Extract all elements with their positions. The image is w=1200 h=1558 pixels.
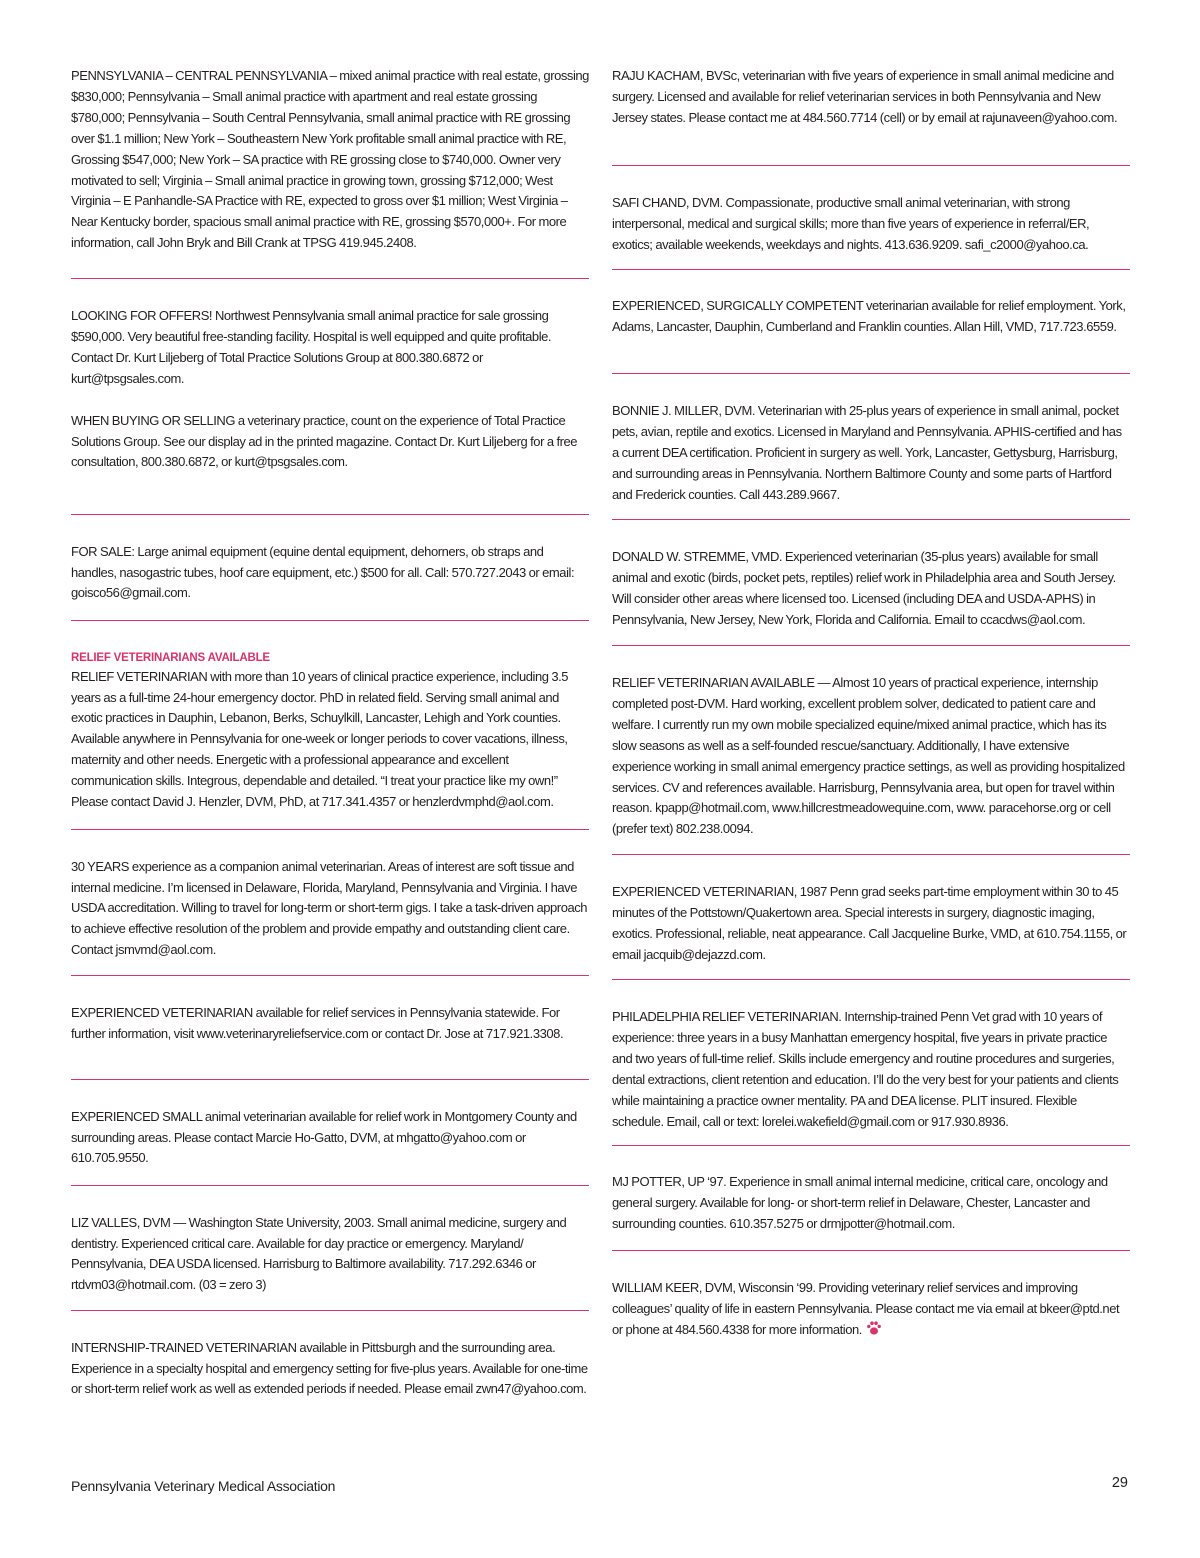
ad-text: RELIEF VETERINARIAN AVAILABLE — Almost 10 years of practical experience, internship completed post-DVM. Hard working, excellent problem solver, dedicated to patient care and welfare. I currently run my own mobile specialized equine/mixed animal practice, which has its slow seasons as well as a self-founded rescue/sanctuary. Additionally, I have extensive experience working in small animal emergency practice settings, as well as providing hospitalized services. CV and references available. Harrisburg, Pennsylvania area, but open for travel within reason. kpapp@hotmail.com, www.hillcrestmeadowequine.com, www. paracehorse.org or cell (prefer text) 802.238.0094. [612, 675, 1125, 837]
classified-ad [612, 646, 1130, 854]
right-column [612, 66, 1130, 1341]
classified-ad [71, 1080, 589, 1185]
ad-text: EXPERIENCED VETERINARIAN available for relief services in Pennsylvania statewide. For further information, visit www.veterinaryreliefservice.com or contact Dr. Jose at 717.921.3308. [71, 1004, 564, 1041]
classified-ad [612, 980, 1130, 1145]
ad-text: EXPERIENCED SMALL animal veterinarian available for relief work in Montgomery County and surrounding areas. Please contact Marcie Ho-Gatto, DVM, at mhgatto@yahoo.com or 610.705.9550. [71, 1108, 577, 1166]
ad-text: EXPERIENCED, SURGICALLY COMPETENT veterinarian available for relief employment. York, Adams, Lancaster, Dauphin, Cumberland and Franklin counties. Allan Hill, VMD, 717.723.6559. [612, 298, 1126, 334]
classified-ad [612, 166, 1130, 269]
page-number: 29 [1111, 1475, 1128, 1491]
ad-text: LIZ VALLES, DVM — Washington State University, 2003. Small animal medicine, surgery and dentistry. Experienced critical care. Available for day practice or emergency. Maryland/ Pennsylvania, DEA USDA licensed. Harrisburg to Baltimore availability. 717.292.6346 or rtdvm03@hotmail.com. (03 = zero 3) [71, 1214, 567, 1293]
ad-text: DONALD W. STREMME, VMD. Experienced veterinarian (35-plus years) available for small animal and exotic (birds, pocket pets, reptiles) relief work in Philadelphia area and South Jersey. Will consider other areas where licensed too. Licensed (including DEA and USDA-APHS) in Pennsylvania, New Jersey, New York, Florida and California. Email to ccacdws@aol.com. [612, 549, 1116, 627]
ad-text: WILLIAM KEER, DVM, Wisconsin ‘99. Providing veterinary relief services and improving colleagues’ quality of life in eastern Pennsylvania. Please contact me via email at bkeer@ptd.net or phone at 484.560.4338 for more information. [612, 1280, 1120, 1337]
classified-ad [71, 66, 589, 278]
ad-text: INTERNSHIP-TRAINED VETERINARIAN available in Pittsburgh and the surrounding area. Experience in a specialty hospital and emergency setting for five-plus years. Available for one-time or short-term relief work as well as extended periods if needed. Please email zwn47@yahoo.com. [71, 1339, 588, 1397]
ad-text: PHILADELPHIA RELIEF VETERINARIAN. Internship-trained Penn Vet grad with 10 years of experience: three years in a busy Manhattan emergency hospital, five years in private practice and two years of full-time relief. Skills include emergency and routine procedures and surgeries, dental extractions, client retention and education. I’ll do the very best for your patients and clients while maintaining a practice owner mentality. PA and DEA license. PLIT insured. Flexible schedule. Email, call or text: lorelei.wakefield@gmail.com or 917.930.8936. [612, 1009, 1119, 1129]
classified-ad [71, 279, 589, 390]
ad-text: SAFI CHAND, DVM. Compassionate, productive small animal veterinarian, with strong interpersonal, medical and surgical skills; more than five years of experience in referral/ER, exotics; available weekends, weekdays and nights. 413.636.9209. safi_c2000@yahoo.ca. [612, 195, 1090, 252]
classified-ad [71, 1186, 589, 1310]
classified-ad [71, 1311, 589, 1401]
ad-text: 30 YEARS experience as a companion animal veterinarian. Areas of interest are soft tissue and internal medicine. I’m licensed in Delaware, Florida, Maryland, Pennsylvania and Virginia. I have USDA accreditation. Willing to travel for long-term or short-term gigs. I take a task-driven approach to achieve effective resolution of the problem and provide empathy and outstanding client care. Contact jsmvmd@aol.com. [71, 858, 588, 958]
classified-ad [71, 621, 589, 829]
classified-ad [612, 520, 1130, 645]
classified-ad [71, 390, 589, 514]
ad-text: RAJU KACHAM, BVSc, veterinarian with five years of experience in small animal medicine and surgery. Licensed and available for relief veterinarian services in both Pennsylvania and New Jersey states. Please contact me at 484.560.7714 (cell) or by email at rajunaveen@yahoo.com. [612, 68, 1118, 125]
ad-text-with-endmark [612, 1278, 1130, 1341]
ad-text: BONNIE J. MILLER, DVM. Veterinarian with 25-plus years of experience in small animal, pocket pets, avian, reptile and exotics. Licensed in Maryland and Pennsylvania. APHIS-certified and has a current DEA certification. Proficient in surgery as well. York, Lancaster, Gettysburg, Harrisburg, and surrounding areas in Pennsylvania. Northern Baltimore County and some parts of Hartford and Frederick counties. Call 443.289.9667. [612, 403, 1122, 502]
classified-ad [612, 1146, 1130, 1250]
classified-ad [612, 374, 1130, 519]
section-heading: RELIEF VETERINARIANS AVAILABLE [71, 651, 270, 664]
ad-text: FOR SALE: Large animal equipment (equine dental equipment, dehorners, ob straps and handles, nasogastric tubes, hoof care equipment, etc.) $500 for all. Call: 570.727.2043 or email: goisco56@gmail.com. [71, 543, 575, 601]
ad-text: EXPERIENCED VETERINARIAN, 1987 Penn grad seeks part-time employment within 30 to 45 minutes of the Pottstown/Quakertown area. Special interests in surgery, diagnostic imaging, exotics. Professional, reliable, neat appearance. Call Jacqueline Burke, VMD, at 610.754.1155, or email jacquib@dejazzd.com. [612, 884, 1127, 962]
ad-text: MJ POTTER, UP ‘97. Experience in small animal internal medicine, critical care, oncology and general surgery. Available for long- or short-term relief in Delaware, Chester, Lancaster and surrounding counties. 610.357.5275 or drmjpotter@hotmail.com. [612, 1174, 1108, 1231]
classified-ad [71, 830, 589, 975]
classified-ad [71, 976, 589, 1079]
ad-text: RELIEF VETERINARIAN with more than 10 years of clinical practice experience, including 3.5 years as a full-time 24-hour emergency doctor. PhD in related field. Serving small animal and exotic practices in Dauphin, Lebanon, Berks, Schuylkill, Lancaster, Lehigh and York counties. Available anywhere in Pennsylvania for one-week or longer periods to cover vacations, illness, maternity and other needs. Energetic with a professional appearance and excellent communication skills. Integrous, dependable and detailed. “I treat your practice like my own!” Please contact David J. Henzler, DVM, PhD, at 717.341.4357 or henzlerdvmphd@aol.com. [71, 668, 569, 810]
classified-ad [612, 66, 1130, 165]
ad-text: WHEN BUYING OR SELLING a veterinary practice, count on the experience of Total Practice Solutions Group. See our display ad in the printed magazine. Contact Dr. Kurt Liljeberg for a free consultation, 800.380.6872, or kurt@tpsgsales.com. [71, 412, 578, 470]
classified-ad [612, 270, 1130, 373]
publication-name: Pennsylvania Veterinary Medical Association [71, 1478, 336, 1494]
left-column [71, 66, 589, 1400]
ad-text: PENNSYLVANIA – CENTRAL PENNSYLVANIA – mixed animal practice with real estate, grossing $830,000; Pennsylvania – Small animal practice with apartment and real estate grossing $780,000; Pennsylvania – South Central Pennsylvania, small animal practice with RE grossing over $1.1 million; New York – Southeastern New York profitable small animal practice with RE, Grossing $547,000; New York – SA practice with RE grossing close to $740,000. Owner very motivated to sell; Virginia – Small animal practice in growing town, grossing $712,000; West Virginia – E Panhandle-SA Practice with RE, expected to gross over $1 million; West Virginia – Near Kentucky border, spacious small animal practice with RE, grossing $570,000+. For more information, call John Bryk and Bill Crank at TPSG 419.945.2408. [71, 68, 589, 251]
paw-print-icon [866, 1320, 882, 1336]
classified-ad [612, 855, 1130, 979]
ad-text: LOOKING FOR OFFERS! Northwest Pennsylvania small animal practice for sale grossing $590,000. Very beautiful free-standing facility. Hospital is well equipped and quite profitable. Contact Dr. Kurt Liljeberg of Total Practice Solutions Group at 800.380.6872 or kurt@tpsgsales.com. [71, 308, 552, 386]
classified-ad [612, 1251, 1130, 1341]
classified-ad [71, 515, 589, 620]
